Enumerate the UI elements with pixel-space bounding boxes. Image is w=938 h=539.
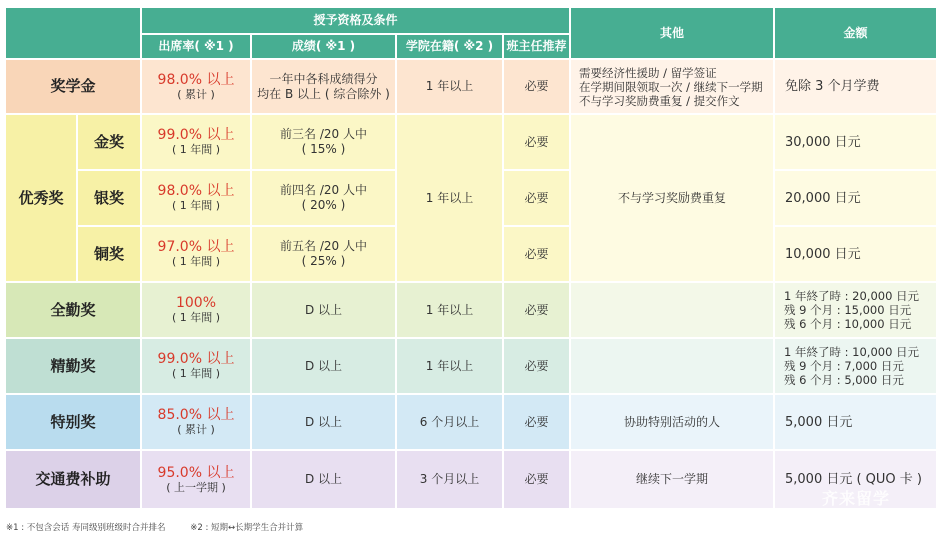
row-excellence-name: 优秀奖 [6, 115, 76, 281]
silver-attendance [142, 171, 250, 225]
attendance-period: ( 累计 ) [177, 87, 215, 101]
gold-grades [252, 115, 395, 169]
perfect-amount [775, 283, 936, 337]
amount-line: 1 年終了時 : 20,000 日元 [784, 289, 920, 303]
row-scholarship-name: 奖学金 [6, 60, 140, 113]
gold-teacher: 必要 [504, 115, 569, 169]
transport-amount: 5,000 日元 ( QUO 卡 ) [775, 451, 936, 508]
gold-amount: 30,000 日元 [775, 115, 936, 169]
row-diligence-name: 精勤奖 [6, 339, 140, 393]
attendance-period: ( 1 年間 ) [171, 255, 221, 268]
grade-line: 均在 B 以上 ( 综合除外 ) [257, 86, 390, 101]
amount-line: 残 6 个月 : 5,000 日元 [784, 373, 904, 387]
transport-other: 继续下一学期 [571, 451, 773, 508]
special-amount: 5,000 日元 [775, 395, 936, 449]
excellence-other: 不与学习奖励费重复 [571, 115, 773, 281]
header-blank [6, 8, 140, 58]
diligence-other [571, 339, 773, 393]
silver-teacher: 必要 [504, 171, 569, 225]
transport-attendance [142, 451, 250, 508]
attendance-value: 95.0% 以上 [157, 464, 235, 481]
perfect-attendance [142, 283, 250, 337]
grade-line: 前五名 /20 人中 [280, 239, 367, 253]
attendance-period: ( 上一学期 ) [166, 480, 226, 494]
footnote-2: ※2 : 短期↔长期学生合并计算 [190, 523, 304, 533]
grade-line: ( 15% ) [301, 142, 346, 156]
header-conditions: 授予资格及条件 [142, 8, 569, 33]
amount-line: 残 9 个月 : 15,000 日元 [784, 303, 912, 317]
attendance-value: 85.0% 以上 [157, 407, 235, 423]
amount-line: 残 6 个月 : 10,000 日元 [784, 317, 912, 331]
row-transport-name: 交通费补助 [6, 451, 140, 508]
attendance-value: 97.0% 以上 [157, 239, 235, 255]
grade-line: ( 20% ) [301, 198, 346, 212]
watermark-logo: 齐来留学 [822, 489, 891, 508]
grade-line: ( 25% ) [301, 254, 346, 268]
diligence-teacher: 必要 [504, 339, 569, 393]
attendance-value: 99.0% 以上 [157, 127, 235, 143]
special-attendance [142, 395, 250, 449]
row-perfect-name: 全勤奖 [6, 283, 140, 337]
attendance-value: 99.0% 以上 [157, 351, 235, 367]
bronze-attendance [142, 227, 250, 281]
attendance-period: ( 1 年間 ) [171, 311, 221, 324]
scholarship-grades [252, 60, 395, 113]
bronze-grades [252, 227, 395, 281]
diligence-grades: D 以上 [252, 339, 395, 393]
header-grades: 成绩( ※1 ) [252, 35, 395, 58]
header-attendance: 出席率( ※1 ) [142, 35, 250, 58]
amount-line: 1 年終了時 : 10,000 日元 [784, 345, 920, 359]
perfect-grades: D 以上 [252, 283, 395, 337]
scholarship-teacher: 必要 [504, 60, 569, 113]
attendance-period: ( 累计 ) [177, 423, 215, 436]
attendance-value: 98.0% 以上 [157, 71, 235, 88]
grade-line: 前三名 /20 人中 [280, 127, 367, 141]
silver-grades [252, 171, 395, 225]
perfect-other [571, 283, 773, 337]
diligence-attendance [142, 339, 250, 393]
attendance-period: ( 1 年間 ) [171, 143, 221, 156]
special-teacher: 必要 [504, 395, 569, 449]
bronze-teacher: 必要 [504, 227, 569, 281]
scholarship-amount: 免除 3 个月学费 [775, 60, 936, 113]
scholarship-attendance [142, 60, 250, 113]
header-enrolled: 学院在籍( ※2 ) [397, 35, 502, 58]
scholarship-enrolled: 1 年以上 [397, 60, 502, 113]
footnote-1: ※1 : 不包含会话 寿同级别班级时合并排名 [6, 523, 166, 533]
row-special-name: 特别奖 [6, 395, 140, 449]
attendance-period: ( 1 年間 ) [171, 199, 221, 212]
silver-amount: 20,000 日元 [775, 171, 936, 225]
other-line: 需要经济性援助 / 留学签证 [579, 65, 717, 80]
scholarship-table [4, 6, 938, 510]
gold-name: 金奖 [78, 115, 140, 169]
transport-teacher: 必要 [504, 451, 569, 508]
other-line: 在学期间限领取一次 / 继续下一学期 [579, 79, 763, 94]
other-line: 不与学习奖励费重复 / 提交作文 [579, 93, 740, 108]
grade-line: 前四名 /20 人中 [280, 183, 367, 197]
special-enrolled: 6 个月以上 [397, 395, 502, 449]
grade-line: 一年中各科成绩得分 [269, 71, 378, 86]
attendance-value: 100% [175, 295, 217, 311]
attendance-period: ( 1 年間 ) [171, 367, 221, 380]
perfect-enrolled: 1 年以上 [397, 283, 502, 337]
header-teacher: 班主任推荐 [504, 35, 569, 58]
transport-grades: D 以上 [252, 451, 395, 508]
gold-attendance [142, 115, 250, 169]
bronze-name: 铜奖 [78, 227, 140, 281]
bronze-amount: 10,000 日元 [775, 227, 936, 281]
diligence-enrolled: 1 年以上 [397, 339, 502, 393]
header-other: 其他 [571, 8, 773, 58]
footnotes [6, 521, 325, 533]
excellence-enrolled: 1 年以上 [397, 115, 502, 281]
amount-line: 残 9 个月 : 7,000 日元 [784, 359, 904, 373]
perfect-teacher: 必要 [504, 283, 569, 337]
special-grades: D 以上 [252, 395, 395, 449]
transport-enrolled: 3 个月以上 [397, 451, 502, 508]
silver-name: 银奖 [78, 171, 140, 225]
attendance-value: 98.0% 以上 [157, 183, 235, 199]
special-other: 协助特别活动的人 [571, 395, 773, 449]
scholarship-other [571, 60, 773, 113]
header-amount: 金额 [775, 8, 936, 58]
diligence-amount [775, 339, 936, 393]
